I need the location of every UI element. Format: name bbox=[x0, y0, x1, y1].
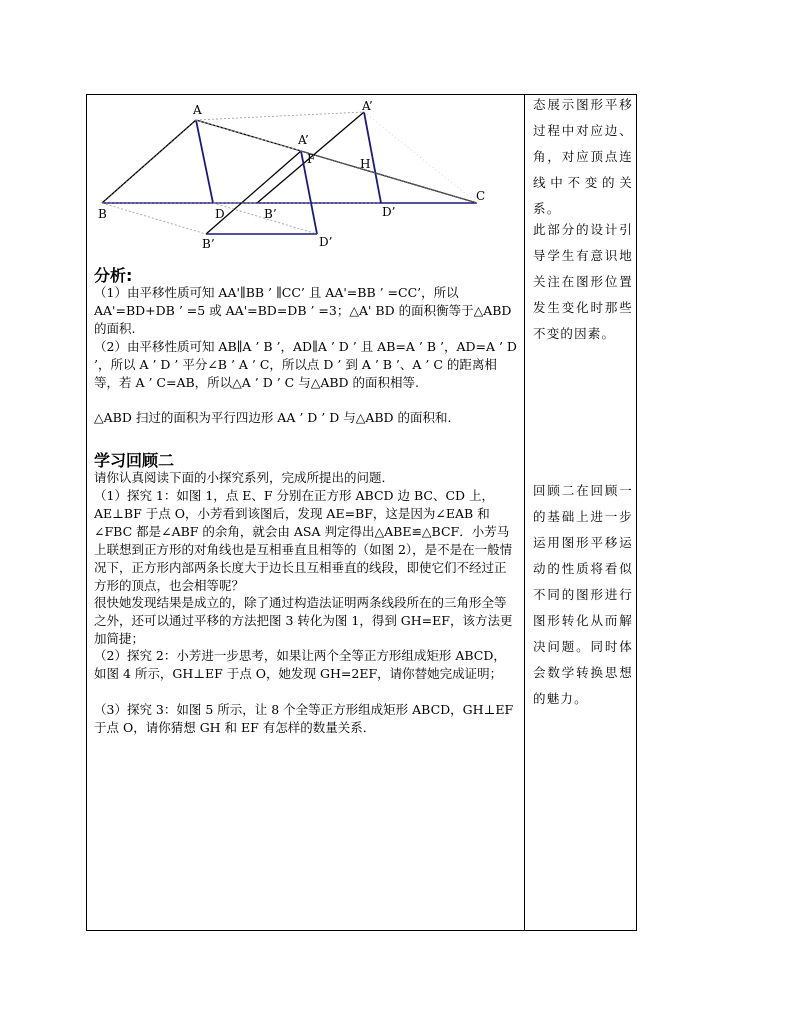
label-F: F bbox=[307, 152, 316, 166]
analysis-paragraph-3: △ABD 扫过的面积为平行四边形 AA ’ D ’ D 与△ABD 的面积和. bbox=[94, 410, 452, 425]
review2-question-1b: 很快她发现结果是成立的，除了通过构造法证明两条线段所在的三角形全等之外，还可以通过平移的方法把图 3 转化为图 1，得到 GH=EF，该方法更加简捷； bbox=[94, 595, 513, 646]
analysis-paragraph-2: （2）由平移性质可知 AB∥A ’ B ’，AD∥A ’ D ’ 且 AB=A ’ B ’，AD=A ’ D ’，所以 A ’ D ’ 平分∠B ’ A ’ C，所以点 D ’ 到 A ’ B ’、A ’ C 的距离相等，若 A ’ C=AB，所以△A ’ D ’ C 与△ABD 的面积相等. bbox=[94, 339, 517, 390]
label-C: C bbox=[476, 189, 486, 203]
analysis-paragraph-1: （1）由平移性质可知 AA'∥BB ’ ∥CC’ 且 AA'=BB ’ =CC’，所以 AA'=BD+DB ’ =5 或 AA'=BD=DB ’ =3；△A' BD 的面积衡等于△ABD 的面积. bbox=[94, 285, 512, 336]
translation-figure bbox=[92, 98, 512, 260]
label-A-prime-mid: A’ bbox=[298, 133, 309, 147]
sidebar-note-2: 此部分的设计引导学生有意识地关注在图形位置发生变化时那些不变的因素。 bbox=[533, 222, 633, 341]
label-B-prime-low: B’ bbox=[202, 237, 215, 251]
label-H: H bbox=[360, 157, 371, 171]
review2-heading: 学习回顾二 bbox=[94, 451, 175, 470]
sidebar-note-3: 回顾二在回顾一的基础上进一步运用图形平移运动的性质将看似不同的图形进行图形转化从而解决问题。同时体会数学转换思想的魅力。 bbox=[533, 483, 633, 706]
label-B-prime-mid: B’ bbox=[264, 207, 277, 221]
sidebar-note-1: 态展示图形平移过程中对应边、角，对应顶点连线中不变的关系。 bbox=[533, 97, 633, 216]
label-A: A bbox=[193, 103, 202, 117]
review2-question-2: （2）探究 2：小芳进一步思考，如果让两个全等正方形组成矩形 ABCD，如图 4 所示，GH⊥EF 于点 O，她发现 GH=2EF，请你替她完成证明； bbox=[94, 648, 506, 681]
review2-intro: 请你认真阅读下面的小探究系列，完成所提出的问题． bbox=[94, 470, 395, 485]
label-D-prime-low: D’ bbox=[319, 235, 333, 249]
label-A-prime-top: A’ bbox=[362, 99, 373, 113]
label-D: D bbox=[215, 207, 225, 221]
label-B: B bbox=[98, 207, 107, 221]
label-D-prime-mid: D’ bbox=[382, 205, 396, 219]
table-column-divider bbox=[524, 94, 525, 931]
review2-question-1: （1）探究 1：如图 1，点 E、F 分别在正方形 ABCD 边 BC、CD 上，AE⊥BF 于点 O，小芳看到该图后，发现 AE=BF，这是因为∠EAB 和∠FBC 都是∠ABF 的余角，就会由 ASA 判定得出△ABE≌△BCF．小芳马上联想到正方形的对角线也是互相垂直且相等的（如图 2），是不是在一般情况下，正方形内部两条长度大于边长且互相垂直的线段，即使它们不经过正方形的顶点，也会相等呢？ bbox=[94, 488, 513, 593]
review2-question-3: （3）探究 3：如图 5 所示，让 8 个全等正方形组成矩形 ABCD，GH⊥EF 于点 O，请你猜想 GH 和 EF 有怎样的数量关系． bbox=[94, 702, 514, 735]
analysis-heading: 分析: bbox=[94, 266, 133, 285]
